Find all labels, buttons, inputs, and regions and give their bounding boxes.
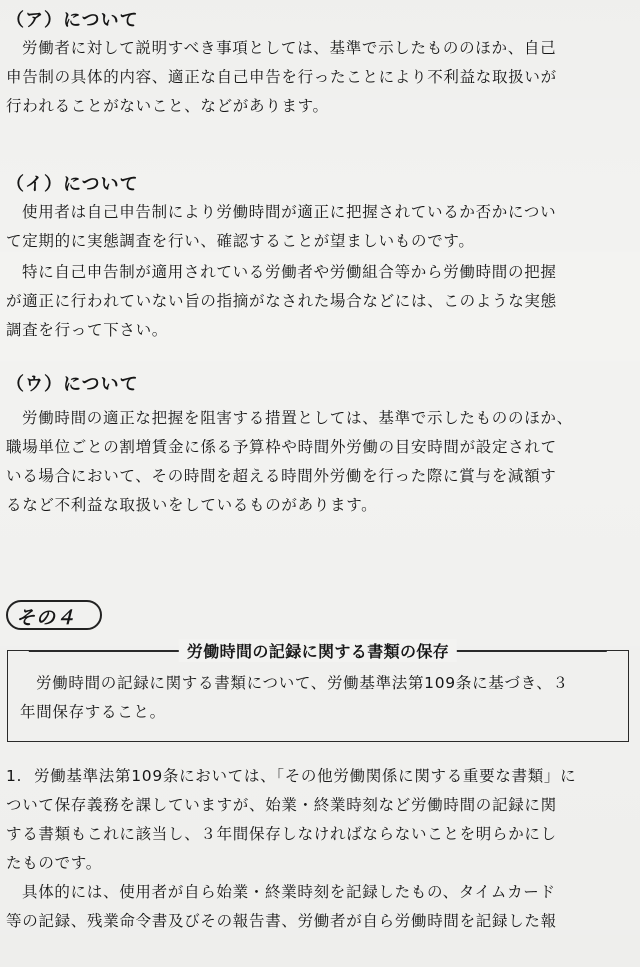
section-4-label-text: その４	[16, 607, 77, 629]
numbered-item-1	[6, 762, 576, 936]
text-line: 調査を行って下さい。	[6, 321, 169, 339]
requirement-box	[7, 642, 629, 742]
text-line: 行われることがないこと、などがあります。	[6, 97, 329, 115]
text-line: 労働時間の適正な把握を阻害する措置としては、基準で示したもののほか、	[22, 409, 573, 427]
section-b-paragraph-2	[6, 258, 557, 345]
requirement-box-body	[20, 669, 618, 727]
text-line: 申告制の具体的内容、適正な自己申告を行ったことにより不利益な取扱いが	[6, 68, 557, 86]
item-text: 労働基準法第109条においては、「その他労働関係に関する重要な書類」に	[34, 767, 577, 785]
text-line: いる場合において、その時間を超える時間外労働を行った際に賞与を減額す	[6, 467, 557, 485]
section-4-label	[6, 600, 110, 634]
text-line: ついて保存義務を課していますが、始業・終業時刻など労働時間の記録に関	[6, 796, 557, 814]
text-line: 労働時間の記録に関する書類について、労働基準法第109条に基づき、３	[36, 674, 569, 692]
section-c-heading: （ウ）について	[6, 374, 139, 395]
section-c-paragraph	[6, 404, 573, 520]
text-line: たものです。	[6, 854, 102, 872]
section-b-heading: （イ）について	[6, 174, 139, 195]
section-a-paragraph	[6, 34, 557, 121]
text-line: 具体的には、使用者が自ら始業・終業時刻を記録したもの、タイムカード	[22, 883, 556, 901]
text-line: が適正に行われていない旨の指摘がなされた場合などには、このような実態	[6, 292, 557, 310]
text-line	[6, 762, 576, 791]
text-line: て定期的に実態調査を行い、確認することが望ましいものです。	[6, 232, 475, 250]
text-line: 年間保存すること。	[20, 703, 166, 721]
text-line: 職場単位ごとの割増賃金に係る予算枠や時間外労働の目安時間が設定されて	[6, 438, 557, 456]
requirement-box-title: 労働時間の記録に関する書類の保存	[179, 639, 457, 662]
text-line: 使用者は自己申告制により労働時間が適正に把握されているか否かについ	[22, 203, 557, 221]
text-line: るなど不利益な取扱いをしているものがあります。	[6, 496, 378, 514]
section-b-paragraph-1	[6, 198, 556, 256]
text-line: する書類もこれに該当し、３年間保存しなければならないことを明らかにし	[6, 825, 557, 843]
item-number: 1.	[6, 767, 23, 785]
section-a-heading: （ア）について	[6, 10, 139, 31]
text-line: 特に自己申告制が適用されている労働者や労働組合等から労働時間の把握	[22, 263, 557, 281]
text-line: 等の記録、残業命令書及びその報告書、労働者が自ら労働時間を記録した報	[6, 912, 557, 930]
text-line: 労働者に対して説明すべき事項としては、基準で示したもののほか、自己	[22, 39, 557, 57]
